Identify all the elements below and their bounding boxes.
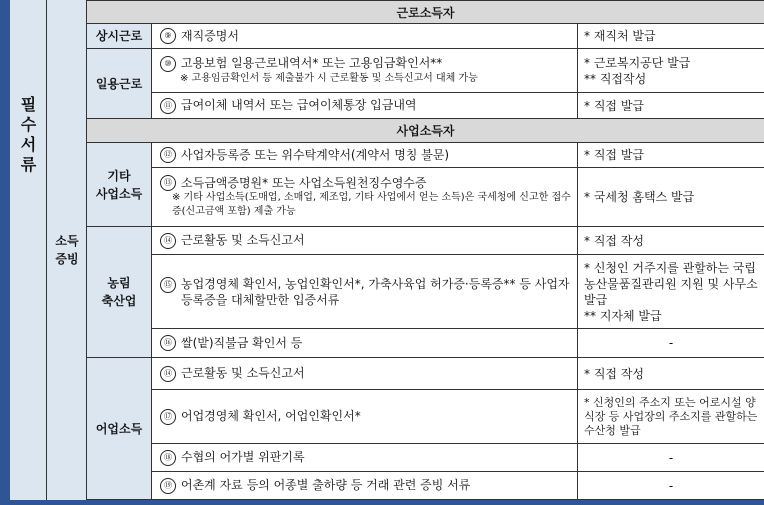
- note-text-2: ** 지자체 발급: [584, 308, 662, 323]
- doc-text: 소득금액증명원* 또는 사업소득원천징수영수증: [181, 175, 427, 190]
- doc-row-10: [152, 49, 578, 93]
- doc-subnote: ※ 고용임금확인서 등 제출불가 시 근로활동 및 소득신고서 대체 가능: [180, 72, 478, 84]
- doc-row-13: [152, 168, 578, 227]
- doc-text: 어업경영체 확인서, 어업인확인서*: [181, 409, 361, 424]
- bottom-border: [10, 500, 764, 505]
- number-badge: ⑰: [160, 409, 176, 425]
- doc-row-16: [152, 329, 578, 358]
- note-row-15: [578, 255, 764, 329]
- note-row-10: [578, 49, 764, 93]
- note-text-2: ** 직접작성: [584, 71, 647, 86]
- number-badge: ⑪: [160, 98, 176, 114]
- category-daily: 일용근로: [87, 49, 152, 119]
- note-text: * 근로복지공단 발급: [584, 55, 691, 70]
- number-badge: ⑨: [160, 28, 176, 44]
- note-row-18: -: [578, 444, 764, 472]
- doc-text: 급여이체 내역서 또는 급여이체통장 입금내역: [181, 98, 417, 113]
- doc-text: 근로활동 및 소득신고서: [181, 366, 305, 381]
- note-text: * 신청인 거주지를 관할하는 국립농산물품질관리원 지원 및 사무소 발급: [584, 260, 758, 307]
- note-row-11: * 직접 발급: [578, 93, 764, 119]
- note-row-16: -: [578, 329, 764, 358]
- doc-text: 재직증명서: [181, 28, 239, 43]
- category-agri: 농림 축산업: [87, 227, 152, 358]
- doc-row-14a: [152, 227, 578, 255]
- category-regular: 상시근로: [87, 24, 152, 49]
- doc-row-18: [152, 444, 578, 472]
- note-row-19: -: [578, 472, 764, 500]
- doc-text: 쌀(밭)직불금 확인서 등: [181, 335, 303, 350]
- note-row-12: * 직접 발급: [578, 143, 764, 168]
- doc-subnote: ※ 기타 사업소득(도매업, 소매업, 제조업, 기타 사업에서 얻는 소득)은 국세청에 신고한 접수증(신고금액 포함) 제출 가능: [172, 192, 571, 218]
- doc-row-12: [152, 143, 578, 168]
- category-fishery: 어업소득: [87, 358, 152, 500]
- number-badge: ⑩: [160, 56, 176, 72]
- required-docs-column: [10, 0, 47, 500]
- number-badge: ⑭: [160, 233, 176, 249]
- income-proof-column: [47, 0, 87, 500]
- note-row-9: * 재직처 발급: [578, 24, 764, 49]
- doc-text: 수협의 어가별 위판기록: [181, 450, 305, 465]
- number-badge: ⑲: [160, 478, 176, 494]
- number-badge: ⑫: [160, 147, 176, 163]
- number-badge: ⑯: [160, 335, 176, 351]
- employee-header: 근로소득자: [87, 0, 764, 24]
- number-badge: ⑮: [160, 277, 176, 293]
- number-badge: ⑭: [160, 366, 176, 382]
- note-row-13: * 국세청 홈택스 발급: [578, 168, 764, 227]
- number-badge: ⑬: [160, 175, 176, 191]
- note-row-17: * 신청인의 주소지 또는 어로시설 양식장 등 사업장의 주소지를 관할하는 수산청 발급: [578, 390, 764, 444]
- income-proof-label: 소득 증빙: [55, 234, 79, 266]
- note-row-14b: * 직접 작성: [578, 358, 764, 390]
- doc-row-14b: [152, 358, 578, 390]
- doc-text: 고용보험 일용근로내역서* 또는 고용임금확인서**: [181, 56, 443, 71]
- doc-row-19: [152, 472, 578, 500]
- doc-text: 근로활동 및 소득신고서: [181, 233, 305, 248]
- doc-row-17: [152, 390, 578, 444]
- left-border: [0, 0, 10, 505]
- required-docs-label: 필수서류: [20, 95, 37, 174]
- doc-row-15: [152, 255, 578, 329]
- doc-text: 어촌계 자료 등의 어종별 출하량 등 거래 관련 증빙 서류: [181, 478, 471, 493]
- category-other-business: 기타 사업소득: [87, 143, 152, 227]
- doc-text: 농업경영체 확인서, 농업인확인서*, 가축사육업 허가증·등록증** 등 사업자등록증을 대체할만한 입증서류: [181, 276, 570, 307]
- doc-text: 사업자등록증 또는 위수탁계약서(계약서 명칭 불문): [181, 147, 450, 162]
- number-badge: ⑱: [160, 450, 176, 466]
- doc-row-9: [152, 24, 578, 49]
- business-header: 사업소득자: [87, 119, 764, 143]
- note-row-14a: * 직접 작성: [578, 227, 764, 255]
- doc-row-11: [152, 93, 578, 119]
